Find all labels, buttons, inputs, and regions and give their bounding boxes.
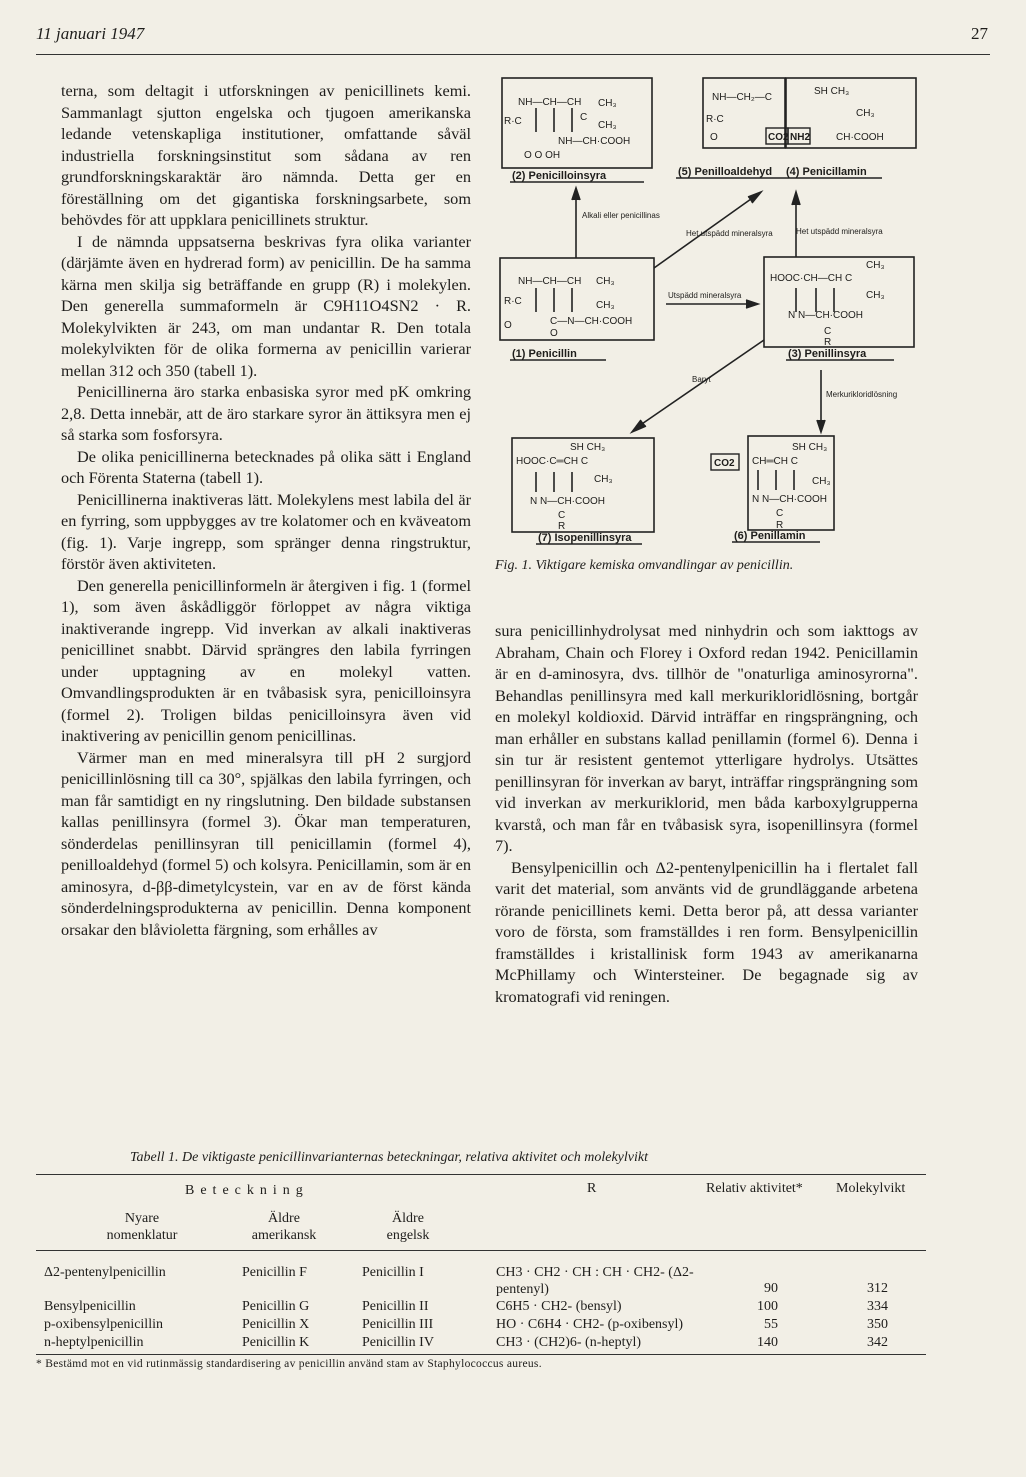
table-cell: Penicillin IV bbox=[362, 1335, 434, 1350]
compound-label-5: (5) Penilloaldehyd bbox=[678, 166, 773, 178]
svg-text:CH·COOH: CH·COOH bbox=[836, 132, 884, 143]
co2-label: CO2 bbox=[714, 458, 735, 469]
table-header-american: Äldre amerikansk bbox=[251, 1211, 317, 1243]
paragraph: I de nämnda uppsatserna beskrivas fyra olika varianter (därjämte även en hydrerad form) av penicillin. De ha samma kärna men skilja sig beträffande en grupp (R) i molekylen. Den generella summaformeln är C9H11O4SN2 · R. Molekylvikten är 243, om man undantar R. Den totala molekylvikten för de olika formerna av penicillin varierar mellan 312 och 350 (tabell 1). bbox=[61, 231, 471, 380]
table-header-weight: Molekylvikt bbox=[836, 1181, 906, 1196]
table-cell: 334 bbox=[867, 1299, 888, 1314]
paragraph: Värmer man en med mineralsyra till pH 2 surgjord penicillinlösning till ca 30°, spjälkas den labila fyrringen, och man får samtidigt en ny ringslutning. Den bildade substansen kallas penillinsyra (formel 3). Ökar man temperaturen, sönderdelas penillinsyran till penicillamin (formel 4), penilloaldehyd (formel 5) och kolsyra. Penicillamin, som är en aminosyra, d-ββ-dimetylcystein, var en av de först kända sönderdelningsprodukterna av penicillin. Denna komponent orsakar den blåvioletta färgning, som erhålles av bbox=[61, 747, 471, 939]
table-cell: 312 bbox=[867, 1281, 888, 1296]
paragraph: Bensylpenicillin och Δ2-pentenylpenicillin ha i flertalet fall varit det material, som använts vid de grundläggande arbetena rörande penicillinets kemi. Detta beror på, att dessa varianter voro de första, som framställdes i ren form. Bensylpenicillin framställdes i kristallinisk form 1943 av amerikanarna McPhillamy och Wintersteiner. De begagnade sig av kromatografi vid reningen. bbox=[495, 857, 918, 1006]
table-caption: Tabell 1. De viktigaste penicillinvarianternas beteckningar, relativa aktivitet och molekylvikt bbox=[130, 1150, 648, 1165]
left-column bbox=[61, 80, 471, 940]
svg-text:NH—CH—CH: NH—CH—CH bbox=[518, 276, 582, 287]
figure-caption: Fig. 1. Viktigare kemiska omvandlingar av penicillin. bbox=[495, 558, 794, 573]
svg-text:HOOC·C═CH C: HOOC·C═CH C bbox=[516, 456, 589, 467]
svg-text:NH—CH—CH: NH—CH—CH bbox=[518, 97, 582, 108]
table-rule bbox=[36, 1354, 926, 1355]
svg-text:CH═CH C: CH═CH C bbox=[752, 456, 798, 467]
table-group-header: Beteckning bbox=[185, 1183, 309, 1198]
table-cell: Penicillin III bbox=[362, 1317, 434, 1332]
table-header-english: Äldre engelsk bbox=[386, 1211, 430, 1243]
chemical-diagram bbox=[496, 72, 926, 554]
svg-text:C: C bbox=[558, 510, 566, 521]
svg-text:C: C bbox=[824, 326, 832, 337]
svg-text:CH₃: CH₃ bbox=[598, 98, 617, 109]
compound-label-6: (6) Penillamin bbox=[734, 530, 806, 542]
svg-text:NH—CH₂—C: NH—CH₂—C bbox=[712, 92, 772, 103]
table-cell: 55 bbox=[764, 1317, 778, 1332]
paragraph: Penicillinerna äro starka enbasiska syror med pK omkring 2,8. Detta innebär, att de äro starkare syror än ättiksyra men ej så starka som fosforsyra. bbox=[61, 382, 471, 444]
right-column bbox=[495, 620, 918, 1007]
page-number: 27 bbox=[971, 24, 988, 43]
structure-box-1 bbox=[500, 258, 654, 340]
co2-label: CO2 bbox=[768, 132, 789, 143]
table-cell: Penicillin K bbox=[242, 1335, 310, 1350]
paragraph: sura penicillinhydrolysat med ninhydrin och som iakttogs av Abraham, Chain och Florey i Oxford redan 1942. Penicillamin är en d-aminosyra, dvs. tillhör de "onaturliga aminosyrorna". Behandlas penillinsyra med kall merkurikloridlösning, bortgår en molekyl koldioxid. Därvid inträffar en ringsprängning, och man erhåller en substans kallad penillamin (formel 6). Denna i sin tur är resistent gentemot ytterligare hydrolys. Utsättes penillinsyran för inverkan av baryt, inträffar ringsprängning som vid inverkan av merkuriklorid, men båda karboxylgrupperna kvarstå, och man får en tvåbasisk syra, isopenillinsyra (formel 7). bbox=[495, 621, 918, 855]
svg-text:R: R bbox=[776, 520, 784, 531]
compound-label-7: (7) Isopenillinsyra bbox=[538, 532, 632, 544]
table-cell: C6H5 · CH2- (bensyl) bbox=[496, 1299, 622, 1314]
structure-box-3 bbox=[764, 257, 914, 347]
svg-text:R: R bbox=[558, 521, 566, 532]
table-header-r: R bbox=[587, 1181, 597, 1196]
paragraph: terna, som deltagit i utforskningen av penicillinets kemi. Sammanlagt sjutton engelska och tjugoen amerikanska ledande vetenskapliga institutioner, omfattande såväl industriella forskningsinstitut som sådana av ren grundforskningskaraktär äro nämnda. Detta ger en föreställning om det gigantiska forskningsarbete, som behövdes för att uppklara penicillinets struktur. bbox=[61, 81, 471, 229]
table-cell: n-heptylpenicillin bbox=[44, 1335, 144, 1350]
table-header-activity: Relativ aktivitet* bbox=[706, 1181, 803, 1196]
svg-text:SH CH₃: SH CH₃ bbox=[814, 86, 850, 97]
svg-text:N N—CH·COOH: N N—CH·COOH bbox=[788, 310, 863, 321]
table-cell: 90 bbox=[764, 1281, 778, 1296]
svg-text:CH₃: CH₃ bbox=[866, 260, 885, 271]
svg-text:O: O bbox=[710, 132, 718, 143]
compound-label-2: (2) Penicilloinsyra bbox=[512, 170, 607, 182]
svg-text:NH—CH·COOH: NH—CH·COOH bbox=[558, 136, 631, 147]
compound-label-4: (4) Penicillamin bbox=[786, 166, 867, 178]
svg-text:CH₃: CH₃ bbox=[866, 290, 885, 301]
svg-text:CH₃: CH₃ bbox=[598, 120, 617, 131]
svg-text:N N—CH·COOH: N N—CH·COOH bbox=[530, 496, 605, 507]
running-header-date: 11 januari 1947 bbox=[36, 24, 145, 43]
table-cell: Penicillin G bbox=[242, 1299, 310, 1314]
svg-text:CH₃: CH₃ bbox=[596, 300, 615, 311]
svg-text:R: R bbox=[824, 337, 832, 348]
table-cell: Penicillin F bbox=[242, 1265, 307, 1280]
table-cell: p-oxibensylpenicillin bbox=[44, 1317, 163, 1332]
paragraph: Den generella penicillinformeln är återgiven i fig. 1 (formel 1), som även åskådliggör förloppet av några viktiga inaktiverande ingrepp. Vid inverkan av alkali inaktiveras penicillinet snabbt. Därvid sprängres den labila fyrringen under upptagning av en molekyl vatten. Omvandlingsprodukten är en tvåbasisk syra, penicilloinsyra (formel 2). Troligen bildas penicilloinsyra även vid inaktivering av penicillin genom penicillinas. bbox=[61, 575, 471, 745]
table-cell: CH3 · (CH2)6- (n-heptyl) bbox=[496, 1335, 642, 1350]
table-cell: Penicillin I bbox=[362, 1265, 424, 1280]
reaction-label: Merkurikloridlösning bbox=[826, 390, 898, 399]
svg-text:N N—CH·COOH: N N—CH·COOH bbox=[752, 494, 827, 505]
table-header-new: Nyare nomenklatur bbox=[106, 1211, 178, 1243]
table-cell: Penicillin II bbox=[362, 1299, 429, 1314]
table-rule bbox=[36, 1174, 926, 1175]
header-rule bbox=[36, 54, 990, 55]
table-cell: Penicillin X bbox=[242, 1317, 310, 1332]
paragraph: Penicillinerna inaktiveras lätt. Molekylens mest labila del är en fyrring, som uppbygges av tre kolatomer och en kväveatom (fig. 1). Varje ingrepp, som spränger denna ringstruktur, förstör även aktiviteten. bbox=[61, 489, 471, 573]
table-cell: HO · C6H4 · CH2- (p-oxibensyl) bbox=[496, 1317, 684, 1332]
compound-label-1: (1) Penicillin bbox=[512, 348, 577, 360]
compound-label-3: (3) Penillinsyra bbox=[788, 348, 867, 360]
svg-text:C—N—CH·COOH: C—N—CH·COOH bbox=[550, 316, 633, 327]
reaction-label: Baryt bbox=[692, 375, 711, 384]
svg-text:R·C: R·C bbox=[504, 296, 522, 307]
svg-text:O: O bbox=[550, 328, 558, 339]
reaction-label: Het utspädd mineralsyra bbox=[796, 227, 883, 236]
reaction-label: Alkali eller penicillinas bbox=[582, 211, 660, 220]
svg-text:R·C: R·C bbox=[706, 114, 724, 125]
table-cell: 342 bbox=[867, 1335, 888, 1350]
table-cell: Bensylpenicillin bbox=[44, 1299, 136, 1314]
svg-text:C: C bbox=[776, 508, 784, 519]
svg-text:CH₃: CH₃ bbox=[812, 476, 831, 487]
svg-text:R·C: R·C bbox=[504, 116, 522, 127]
svg-text:C: C bbox=[580, 112, 588, 123]
svg-text:O: O bbox=[504, 320, 512, 331]
reaction-label: Het utspädd mineralsyra bbox=[686, 229, 773, 238]
table-cell: 140 bbox=[757, 1335, 778, 1350]
table-rule bbox=[36, 1250, 926, 1251]
table-cell: 100 bbox=[757, 1299, 778, 1314]
table-cell: 350 bbox=[867, 1317, 888, 1332]
svg-text:CH₃: CH₃ bbox=[594, 474, 613, 485]
svg-text:HOOC·CH—CH C: HOOC·CH—CH C bbox=[770, 273, 853, 284]
svg-text:SH CH₃: SH CH₃ bbox=[570, 442, 606, 453]
reaction-label: Utspädd mineralsyra bbox=[668, 291, 742, 300]
nh2-label: NH2 bbox=[790, 132, 811, 143]
table-cell: Δ2-pentenylpenicillin bbox=[44, 1265, 166, 1280]
svg-text:CH₃: CH₃ bbox=[856, 108, 875, 119]
paragraph: De olika penicillinerna betecknades på olika sätt i England och Förenta Staterna (tabell 1). bbox=[61, 446, 471, 487]
svg-text:CH₃: CH₃ bbox=[596, 276, 615, 287]
table-cell: CH3 · CH2 · CH : CH · CH2- (Δ2-pentenyl) bbox=[496, 1265, 694, 1297]
table-footnote: * Bestämd mot en vid rutinmässig standardisering av penicillin använd stam av Staphylococcus aureus. bbox=[36, 1358, 542, 1370]
svg-text:SH CH₃: SH CH₃ bbox=[792, 442, 828, 453]
svg-text:O O OH: O O OH bbox=[524, 150, 561, 161]
